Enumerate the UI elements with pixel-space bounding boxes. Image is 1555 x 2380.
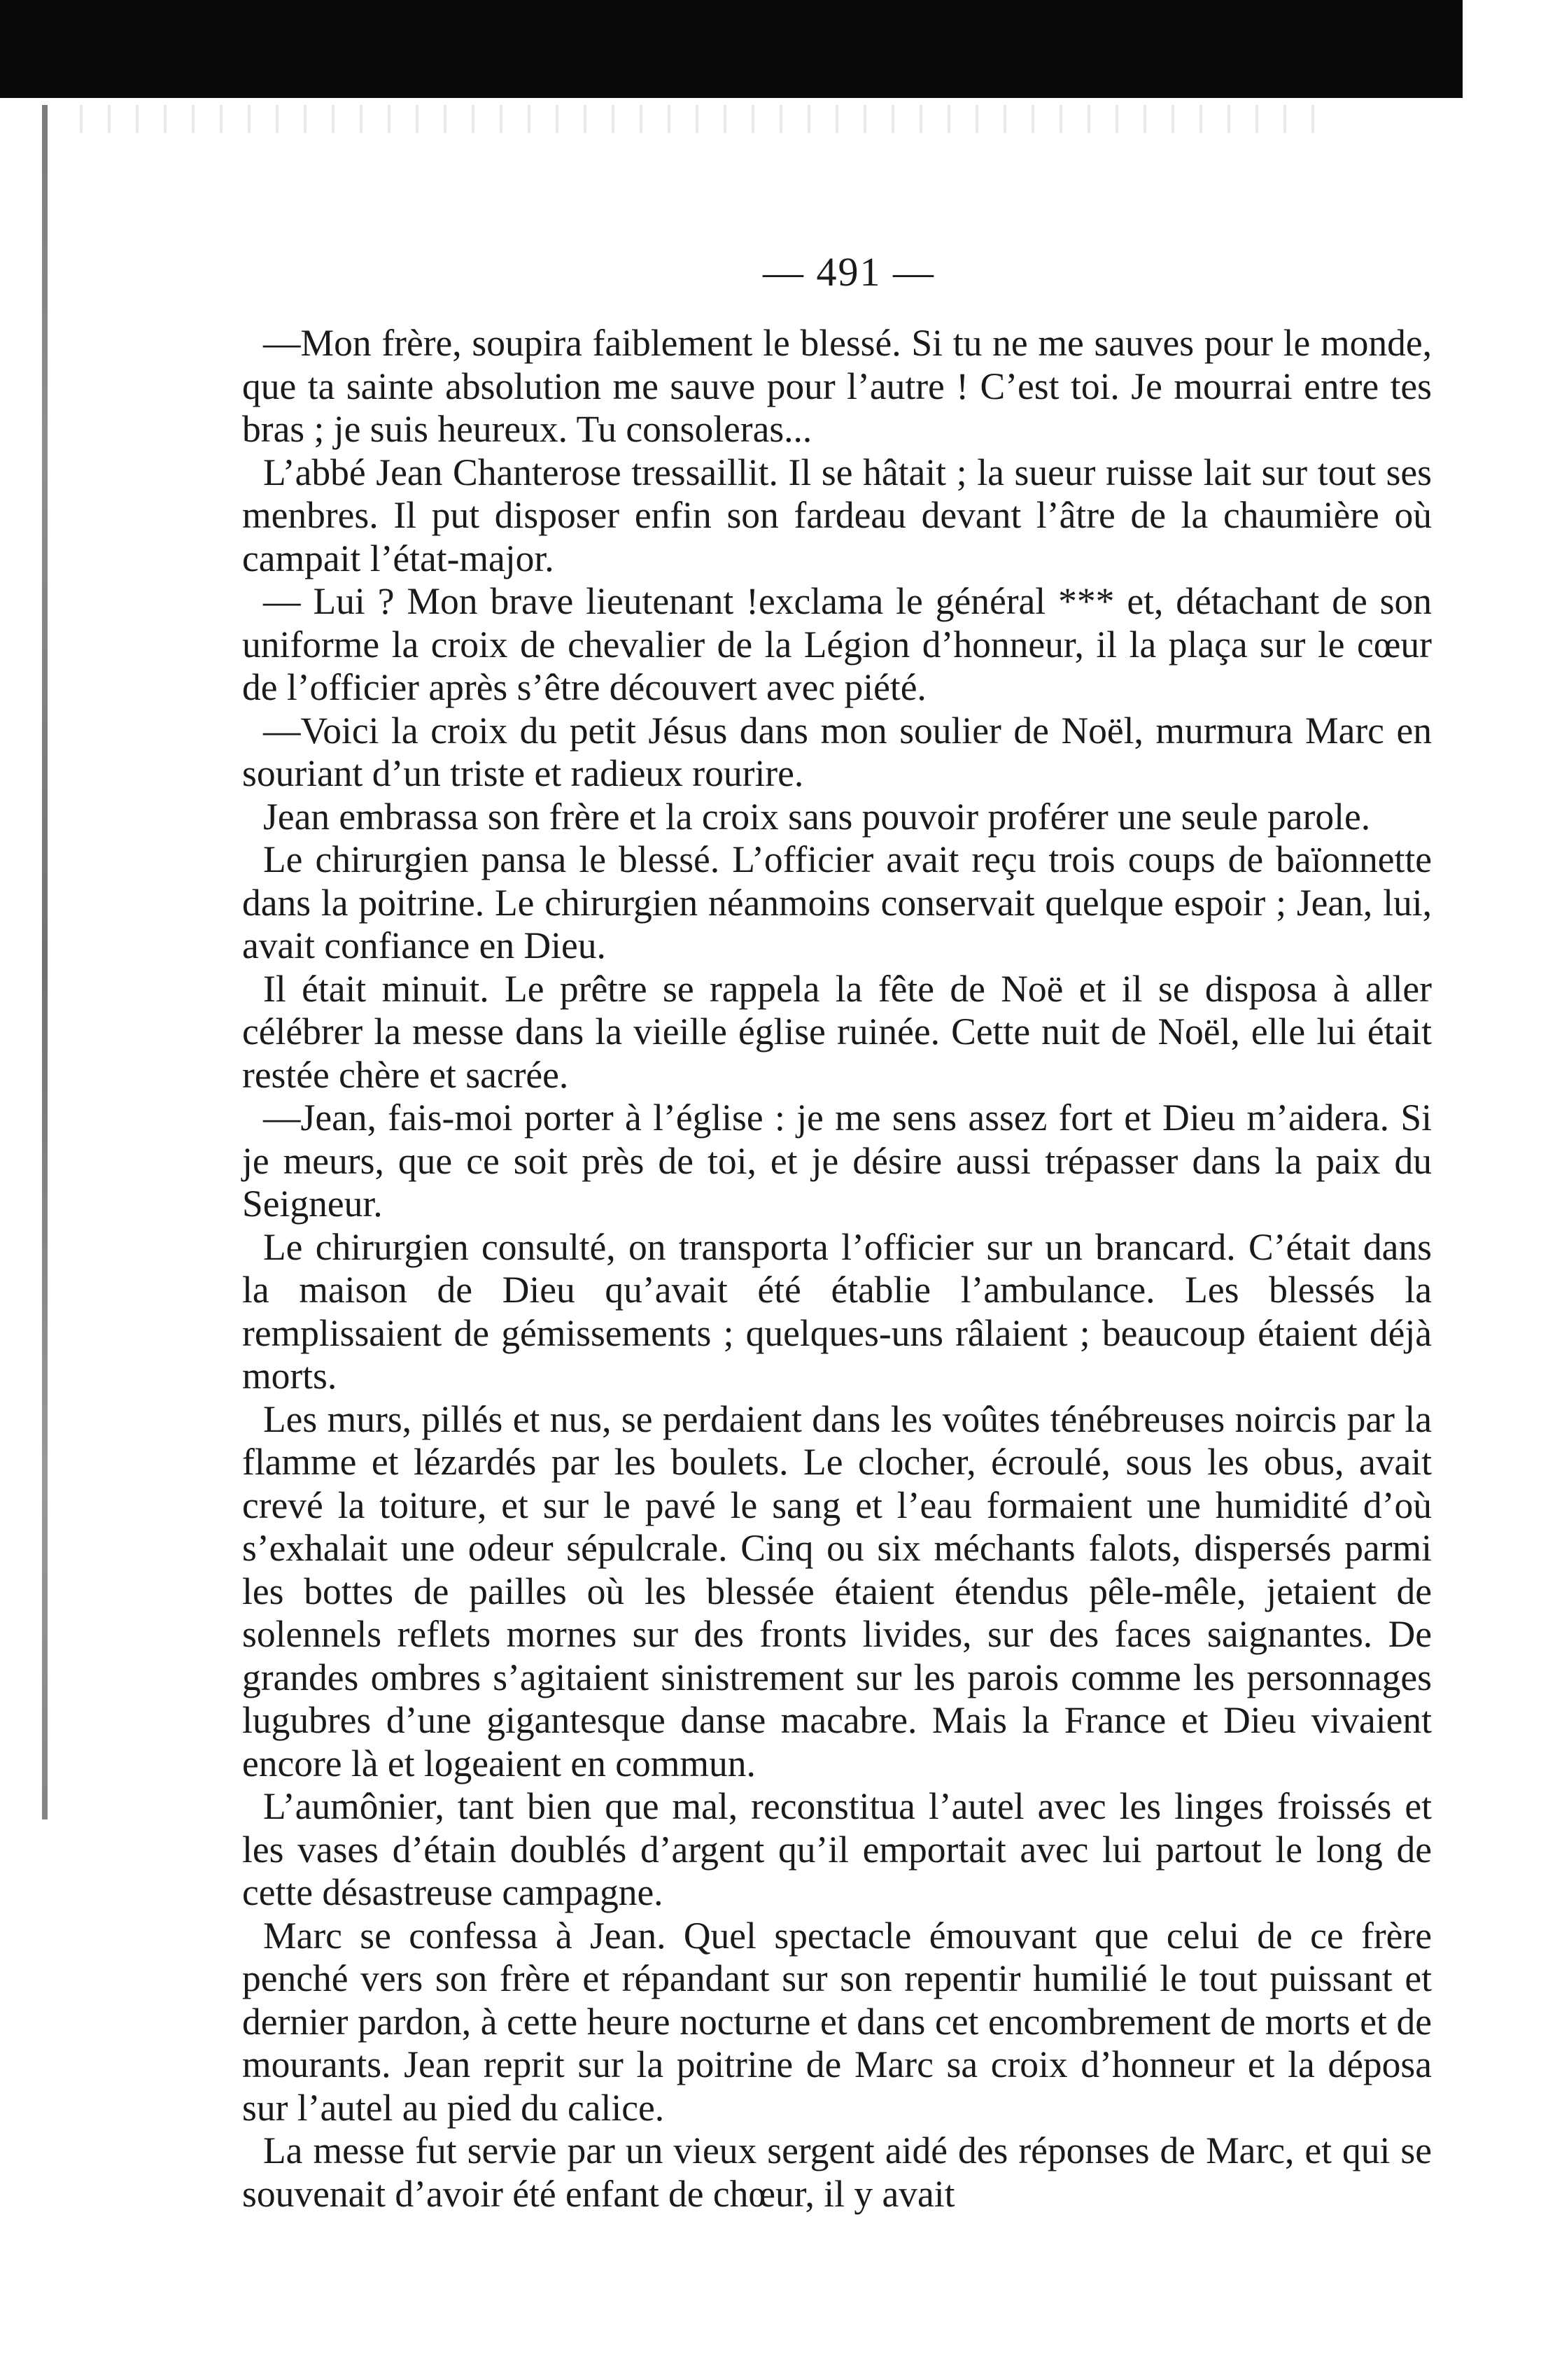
paragraph: Il était minuit. Le prêtre se rappela la fête de Noë et il se disposa à aller célébrer la messe dans la vieille église ruinée. Cette nuit de Noël, elle lui était restée chère et sacrée. bbox=[242, 967, 1432, 1096]
paragraph: Jean embrassa son frère et la croix sans pouvoir proférer une seule parole. bbox=[263, 795, 1371, 838]
paragraph: Les murs, pillés et nus, se perdaient dans les voûtes ténébreuses noircis par la flamme et lézardés par les boulets. Le clocher, écroulé, sous les obus, avait crevé la toiture, et sur le pavé le sang et l’eau formaient une humidité d’où s’exhalait une odeur sépulcrale. Cinq ou six méchants falots, dispersés parmi les bottes de pailles où les blessée étaient étendus pêle-mêle, jetaient de solennels reflets mornes sur des fronts livides, sur des faces saignantes. De grandes ombres s’agitaient sinistrement sur les parois comme les personnages lugubres d’une gigantesque danse macabre. Mais la France et Dieu vivaient encore là et logeaient en commun. bbox=[242, 1397, 1432, 1784]
scan-top-border bbox=[0, 0, 1463, 98]
paragraph: La messe fut servie par un vieux sergent aidé des réponses de Marc, et qui se souvenait d’avoir été enfant de chœur, il y avait bbox=[242, 2129, 1432, 2215]
paragraph: Le chirurgien consulté, on transporta l’officier sur un brancard. C’était dans la maison de Dieu qu’avait été établie l’ambulance. Les blessés la remplissaient de gémissements ; quelques-uns râlaient ; beaucoup étaient déjà morts. bbox=[242, 1225, 1432, 1397]
paragraph: L’aumônier, tant bien que mal, reconstitua l’autel avec les linges froissés et les vases d’étain doublés d’argent qu’il emportait avec lui partout le long de cette désastreuse campagne. bbox=[242, 1785, 1432, 1913]
scan-left-edge bbox=[42, 105, 48, 1819]
paragraph: —Voici la croix du petit Jésus dans mon soulier de Noël, murmura Marc en souriant d’un triste et radieux rourire. bbox=[242, 709, 1432, 794]
paragraph: —Jean, fais-moi porter à l’église : je me sens assez fort et Dieu m’aidera. Si je meurs, que ce soit près de toi, et je désire aussi trépasser dans la paix du Seigneur. bbox=[242, 1097, 1432, 1225]
body-text bbox=[242, 322, 1432, 2216]
paragraph: Le chirurgien pansa le blessé. L’officier avait reçu trois coups de baïonnette dans la poitrine. Le chirurgien néanmoins conservait quelque espoir ; Jean, lui, avait confiance en Dieu. bbox=[242, 838, 1432, 966]
paragraph: —Mon frère, soupira faiblement le blessé. Si tu ne me sauves pour le monde, que ta sainte absolution me sauve pour l’autre ! C’est toi. Je mourrai entre tes bras ; je suis heureux. Tu consoleras... bbox=[242, 322, 1432, 450]
page-number: — 491 — bbox=[763, 249, 935, 295]
scan-noise-strip bbox=[70, 105, 1330, 133]
paragraph: L’abbé Jean Chanterose tressaillit. Il se hâtait ; la sueur ruisse lait sur tout ses menbres. Il put disposer enfin son fardeau devant l’âtre de la chaumière où campait l’état-major. bbox=[242, 451, 1432, 579]
paragraph: Marc se confessa à Jean. Quel spectacle émouvant que celui de ce frère penché vers son frère et répandant sur son repentir humilié le tout puissant et dernier pardon, à cette heure nocturne et dans cet encombrement de morts et de mourants. Jean reprit sur la poitrine de Marc sa croix d’honneur et la déposa sur l’autel au pied du calice. bbox=[242, 1914, 1432, 2129]
paragraph: — Lui ? Mon brave lieutenant !exclama le général *** et, détachant de son uniforme la croix de chevalier de la Légion d’honneur, il la plaça sur le cœur de l’officier après s’être découvert avec piété. bbox=[242, 580, 1432, 708]
